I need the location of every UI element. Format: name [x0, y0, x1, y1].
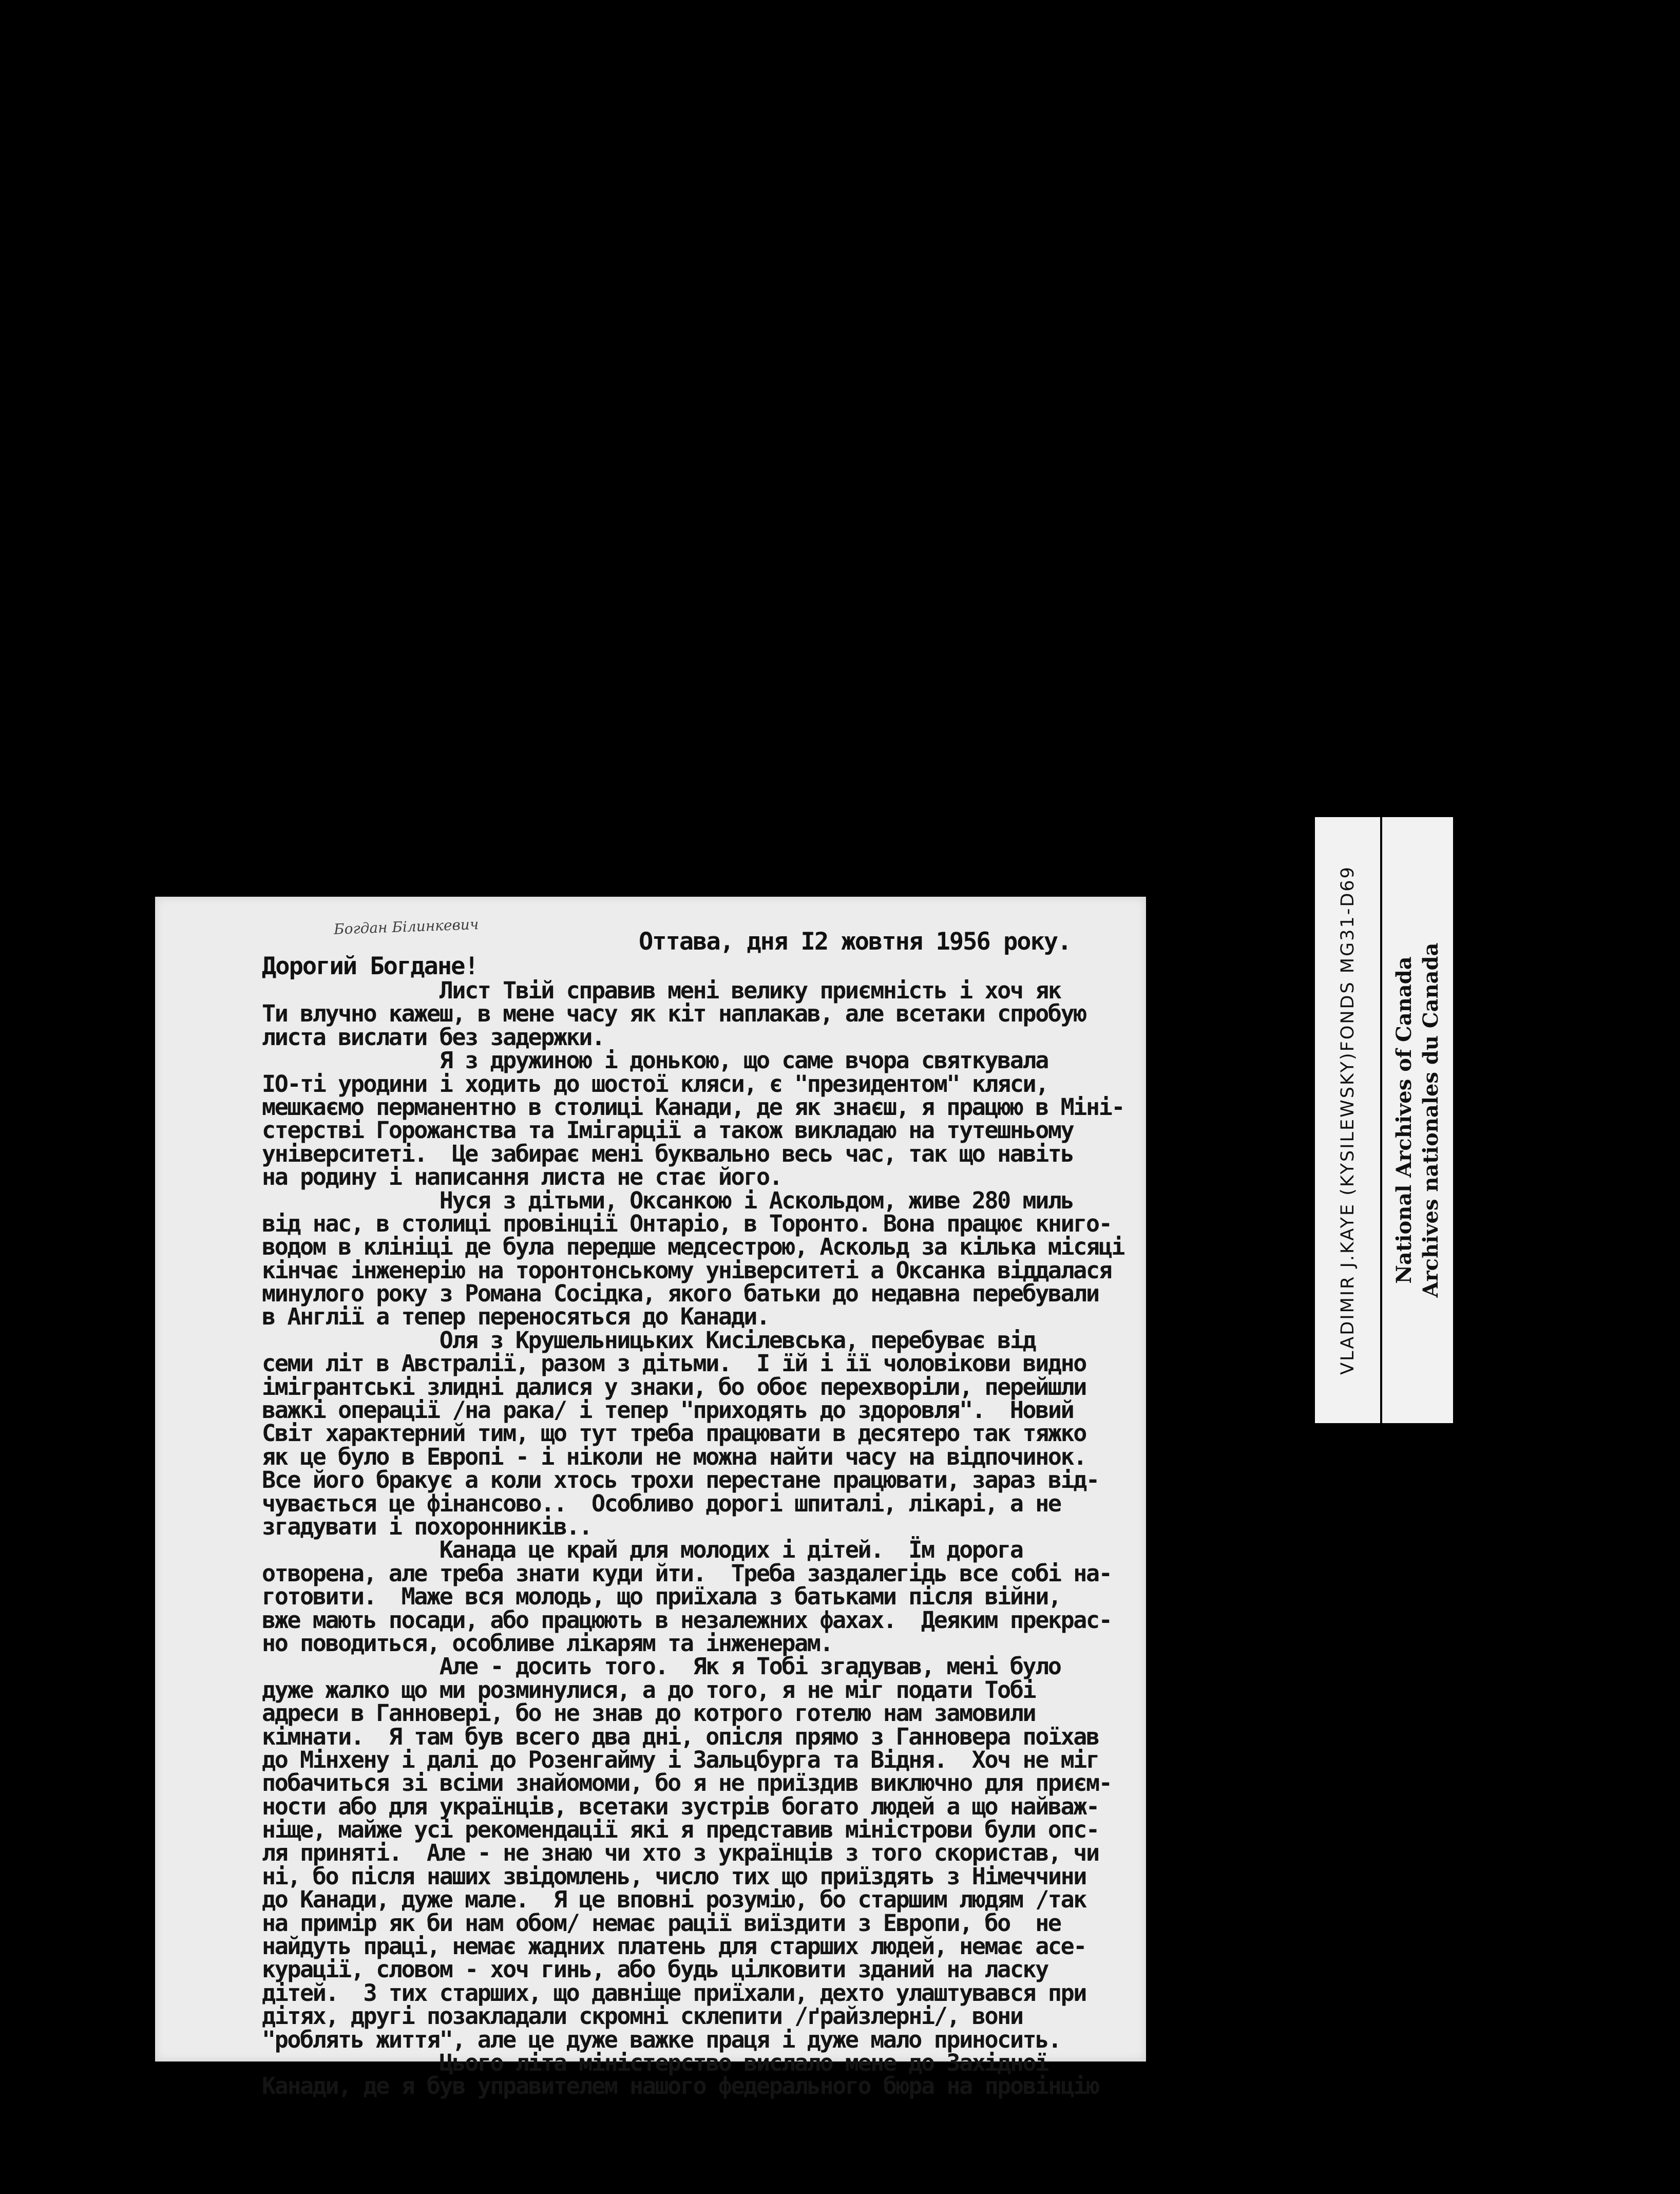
archive-fonds-label [1315, 817, 1380, 1423]
letter-line: курації, словом - хоч гинь, або будь цілковити зданий на ласку [262, 1956, 1048, 1983]
letter-line: ні, бо після наших звідомлень, число тих що приїздять з Німеччини [262, 1862, 1086, 1890]
letter-line: Канади, де я був управителем нашого федерального бюра на провінцію [262, 2072, 1099, 2100]
letter-line: побачиться зі всіми знайомоми, бо я не приїздив виключно для приєм- [262, 1769, 1112, 1797]
letter-line: но поводиться, особливе лікарям та інженерам. [262, 1629, 833, 1657]
letter-line: мешкаємо перманентно в столиці Канади, де як знаєш, я працюю в Міні- [262, 1093, 1124, 1121]
letter-line: готовити. Маже вся молодь, що приїхала з батьками після війни, [262, 1583, 1061, 1611]
letter-line: на родину і написання листа не стає його. [262, 1163, 782, 1191]
letter-line: до Канади, дуже мале. Я це вповні розумію, бо старшим людям /так [262, 1886, 1086, 1914]
letter-line: Але - досить того. Як я Тобі згадував, мені було [262, 1653, 1061, 1680]
letter-line: до Мінхену і далі до Розенгайму і Зальцбурга та Відня. Хоч не міг [262, 1746, 1099, 1773]
letter-line: дуже жалко що ми розминулися, а до того, я не міг подати Тобі [262, 1676, 1036, 1704]
handwritten-note: Богдан Білинкевич [333, 916, 479, 938]
letter-line: чувається це фінансово.. Особливо дорогі шпиталі, лікарі, а не [262, 1489, 1061, 1517]
letter-line: водом в клініці де була передше медсестрою, Аскольд за кілька місяці [262, 1233, 1124, 1261]
institution-name-en: National Archives of Canada [1392, 956, 1416, 1284]
letter-line: імігрантські злидні далися у знаки, бо обоє перехворіли, перейшли [262, 1373, 1086, 1401]
letter-line: Канада це край для молодих і дітей. Їм дорога [262, 1536, 1023, 1564]
letter-line: Все його бракує а коли хтось трохи перестане працювати, зараз від- [262, 1466, 1099, 1494]
letter-line: IO-ті уродини і ходить до шостої кляси, є "президентом" кляси, [262, 1070, 1048, 1098]
fonds-label-text: VLADIMIR J.KAYE (KYSILEWSKY)FONDS MG31-D69 [1337, 865, 1358, 1375]
letter-line: дітей. З тих старших, що давніще приїхали, дехто улаштувався при [262, 1979, 1086, 2007]
institution-label-text [1391, 943, 1444, 1298]
letter-line: університеті. Це забирає мені буквально весь час, так що навіть [262, 1140, 1074, 1167]
letter-line: листа вислати без задержки. [262, 1023, 604, 1051]
letter-date-header: Оттава, дня I2 жовтня 1956 року. [639, 928, 1071, 956]
letter-line: дітях, другі позакладали скромні склепити /ґрайзлерні/, вони [262, 2002, 1023, 2030]
letter-line: Оля з Крушельницьких Кисілевська, перебуває від [262, 1326, 1036, 1354]
institution-name-fr: Archives nationales du Canada [1419, 942, 1443, 1298]
letter-line: вже мають посади, або працюють в незалежних фахах. Деяким прекрас- [262, 1606, 1112, 1634]
letter-line: Цього літа міністерство вислало мене до Західної [262, 2049, 1048, 2076]
letter-line: ніще, майже усі рекомендації які я представив міністрови були опс- [262, 1816, 1099, 1844]
letter-line: найдуть праці, немає жадних платень для старших людей, немає асе- [262, 1933, 1086, 1960]
letter-line: ности або для українців, всетаки зустрів богато людей а що найваж- [262, 1792, 1099, 1820]
letter-line: минулого року з Романа Сосідка, якого батьки до недавна перебували [262, 1280, 1099, 1308]
letter-line: в Англії а тепер переносяться до Канади. [262, 1303, 769, 1331]
letter-line: кімнати. Я там був всего два дні, опісля прямо з Ганновера поїхав [262, 1723, 1099, 1750]
letter-line: семи літ в Австралії, разом з дітьми. І їй і її чоловікови видно [262, 1350, 1086, 1377]
letter-line: кінчає інженерію на торонтонському університеті а Оксанка віддалася [262, 1256, 1112, 1284]
letter-line: Лист Твій справив мені велику приємність і хоч як [262, 977, 1061, 1004]
letter-salutation: Дорогий Богдане! [262, 952, 478, 980]
letter-line: важкі операції /на рака/ і тепер "приходять до здоровля". Новий [262, 1396, 1074, 1424]
letter-page [155, 897, 1146, 2100]
letter-line: від нас, в столиці провінції Онтаріо, в Торонто. Вона працює книго- [262, 1209, 1112, 1237]
letter-line: стерстві Горожанства та Імігарції а також викладаю на тутешньому [262, 1117, 1074, 1144]
letter-line: отворена, але треба знати куди йти. Треба заздалегідь все собі на- [262, 1559, 1112, 1587]
letter-line: "роблять життя", але це дуже важке праця і дуже мало приносить. [262, 2026, 1061, 2053]
archive-institution-label [1382, 817, 1453, 1423]
letter-line: ля приняті. Але - не знаю чи хто з українців з того скористав, чи [262, 1839, 1099, 1867]
letter-line: Світ характерний тим, що тут треба працювати в десятеро так тяжко [262, 1420, 1086, 1447]
letter-line: Ти влучно кажеш, в мене часу як кіт наплакав, але всетаки спробую [262, 1000, 1086, 1028]
letter-body [262, 979, 1135, 2098]
letter-line: на примір як би нам обом/ немає рації виїздити з Европи, бо не [262, 1909, 1061, 1937]
letter-line: адреси в Ганновері, бо не знав до котрого готелю нам замовили [262, 1699, 1036, 1727]
letter-line: як це було в Европі - і ніколи не можна найти часу на відпочинок. [262, 1443, 1086, 1470]
letter-line: згадувати і похоронників.. [262, 1512, 591, 1540]
letter-line: Нуся з дітьми, Оксанкою і Аскольдом, живе 280 миль [262, 1186, 1074, 1214]
letter-line: Я з дружиною і донькою, що саме вчора святкувала [262, 1047, 1048, 1074]
